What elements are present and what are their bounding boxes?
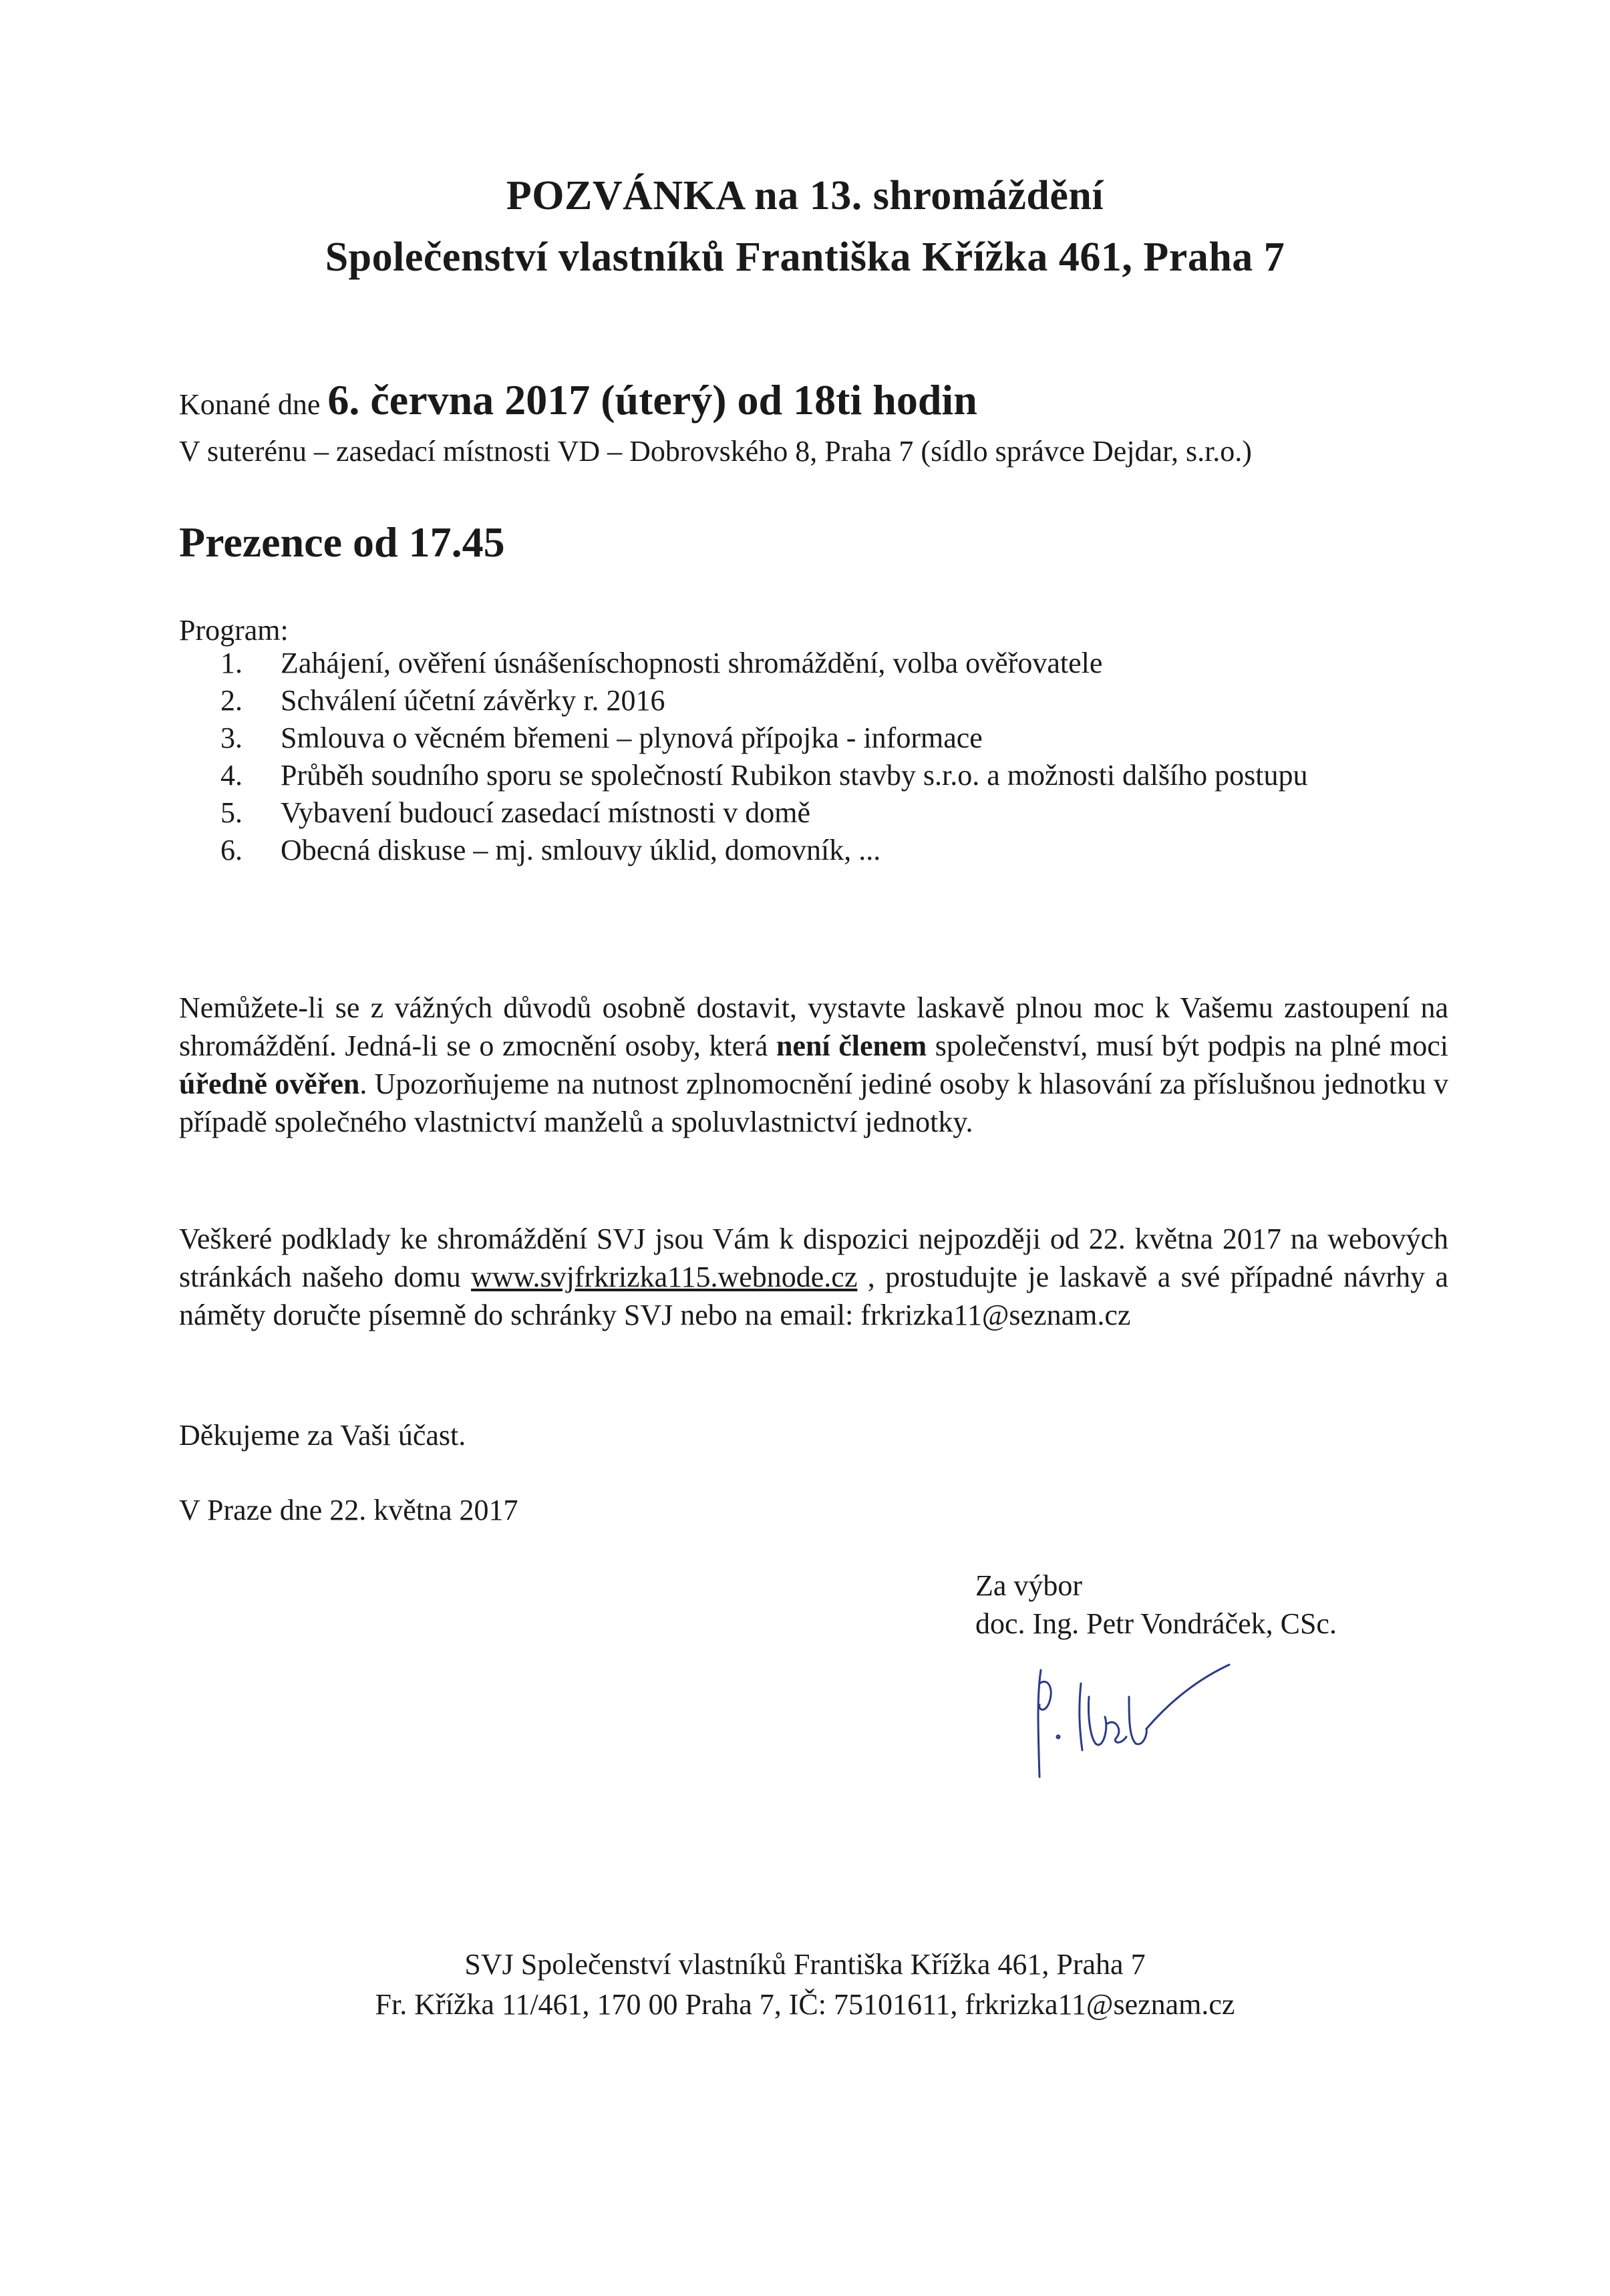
list-item-number: 6.	[220, 834, 243, 866]
list-item-text: Obecná diskuse – mj. smlouvy úklid, domovník, ...	[281, 834, 881, 866]
paragraph-text: společenství, musí být podpis na plné moci	[927, 1029, 1448, 1062]
signature-name: doc. Ing. Petr Vondráček, CSc.	[975, 1607, 1337, 1640]
meeting-date: 6. června 2017 (úterý) od 18ti hodin	[327, 376, 977, 424]
list-item-number: 4.	[220, 759, 243, 792]
paragraph-text: , prostudujte je laskavě a své případné návrhy a náměty doručte písemně do schránky SVJ nebo na email: frkrizka11@seznam.cz	[179, 1261, 1448, 1331]
list-item-number: 3.	[220, 721, 243, 754]
title-line-1: POZVÁNKA na 13. shromáždění	[506, 173, 1104, 218]
emphasis-text: úředně ověřen	[179, 1068, 360, 1100]
list-item-text: Průběh soudního sporu se společností Rubikon stavby s.r.o. a možnosti dalšího postupu	[281, 759, 1308, 792]
presence-time: Prezence od 17.45	[179, 518, 505, 566]
documents-paragraph	[179, 1220, 1448, 1334]
list-item-number: 5.	[220, 796, 243, 829]
paragraph-text: Veškeré podklady ke shromáždění SVJ jsou Vám k dispozici nejpozději od 22. května 2017 na webových stránkách našeho domu	[179, 1222, 1448, 1293]
list-item	[220, 682, 1423, 719]
proxy-paragraph	[179, 989, 1448, 1141]
paragraph-text: Nemůžete-li se z vážných důvodů osobně dostavit, vystavte laskavě plnou moc k Vašemu zastoupení na shromáždění. Jedná-li se o zmocnění osoby, která	[179, 991, 1448, 1062]
signature-committee: Za výbor	[975, 1569, 1083, 1602]
footer-line-2: Fr. Křížka 11/461, 170 00 Praha 7, IČ: 75101611, frkrizka11@seznam.cz	[375, 1988, 1235, 2021]
list-item-text: Schválení účetní závěrky r. 2016	[281, 684, 665, 717]
list-item	[220, 832, 1423, 869]
list-item	[220, 645, 1423, 682]
list-item-number: 2.	[220, 684, 243, 717]
emphasis-text: není členem	[776, 1029, 927, 1062]
list-item-text: Smlouva o věcném břemeni – plynová přípojka - informace	[281, 721, 983, 754]
list-item-text: Vybavení budoucí zasedací místnosti v domě	[281, 796, 811, 829]
place-date: V Praze dne 22. května 2017	[179, 1494, 518, 1526]
handwritten-signature	[1029, 1657, 1256, 1790]
program-label: Program:	[179, 614, 289, 647]
footer-line-1: SVJ Společenství vlastníků Františka Křížka 461, Praha 7	[464, 1948, 1146, 1981]
list-item	[220, 719, 1423, 757]
list-item	[220, 794, 1423, 832]
program-list	[220, 645, 1423, 869]
paragraph-text: . Upozorňujeme na nutnost zplnomocnění jediné osoby k hlasování za příslušnou jednotku v případě společného vlastnictví manželů a spoluvlastnictví jednotky.	[179, 1068, 1448, 1138]
website-link[interactable]: www.svjfrkrizka115.webnode.cz	[471, 1261, 858, 1293]
thanks-text: Děkujeme za Vaši účast.	[179, 1419, 466, 1452]
meeting-prefix: Konané dne	[179, 388, 321, 421]
meeting-date-line	[179, 375, 977, 425]
list-item	[220, 757, 1423, 794]
meeting-venue: V suterénu – zasedací místnosti VD – Dobrovského 8, Praha 7 (sídlo správce Dejdar, s.r.o.)	[179, 435, 1252, 468]
title-line-2: Společenství vlastníků Františka Křížka 461, Praha 7	[325, 234, 1285, 280]
list-item-number: 1.	[220, 647, 243, 679]
list-item-text: Zahájení, ověření úsnášeníschopnosti shromáždění, volba ověřovatele	[281, 647, 1103, 679]
